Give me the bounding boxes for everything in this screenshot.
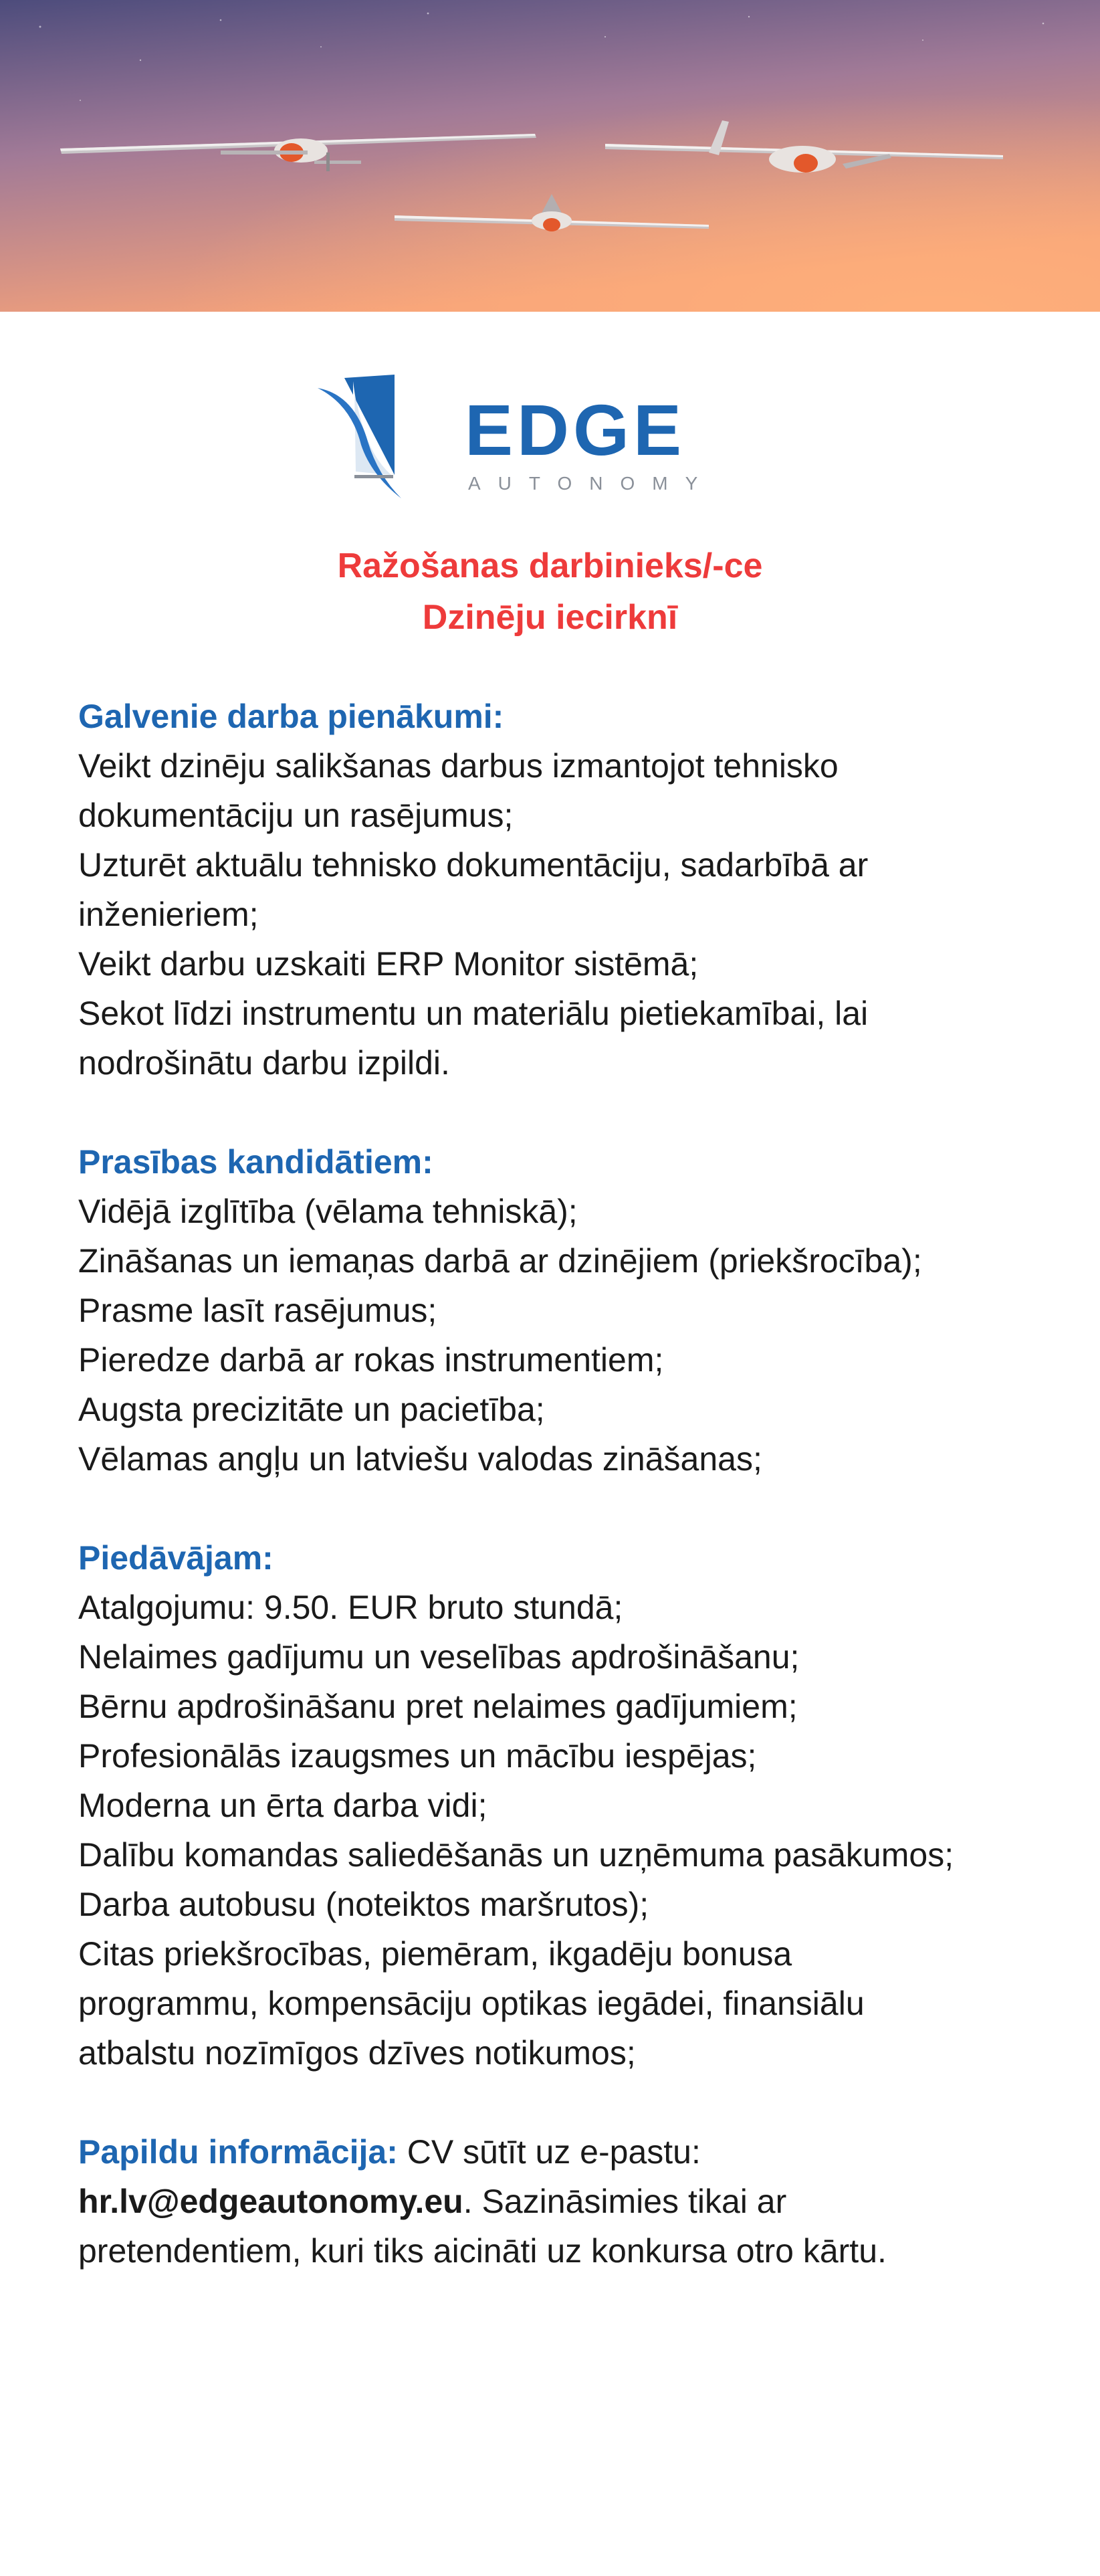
- section-heading: Prasības kandidātiem:: [78, 1143, 433, 1181]
- offer-line: Profesionālās izaugsmes un mācību iespējas;: [78, 1737, 757, 1775]
- logo-graphic: [314, 375, 729, 498]
- offer-line: Dalību komandas saliedēšanās un uzņēmuma pasākumos;: [78, 1836, 954, 1874]
- contact-line: [78, 2177, 1048, 2226]
- contact-line: pretendentiem, kuri tiks aicināti uz konkursa otro kārtu.: [78, 2232, 887, 2270]
- offer-line: Atalgojumu: 9.50. EUR bruto stundā;: [78, 1589, 623, 1626]
- section-duties: [78, 692, 1048, 1088]
- logo-subtitle: AUTONOMY: [468, 473, 716, 494]
- offer-line: Nelaimes gadījumu un veselības apdrošināšanu;: [78, 1638, 800, 1676]
- section-heading: Piedāvājam:: [78, 1539, 273, 1577]
- section-contact: [78, 2127, 1048, 2276]
- hero-image: [0, 0, 1100, 312]
- section-offer: [78, 1533, 1048, 2078]
- offer-line: Darba autobusu (noteiktos maršrutos);: [78, 1886, 649, 1923]
- requirement-line: Pieredze darbā ar rokas instrumentiem;: [78, 1341, 664, 1379]
- duty-line: Sekot līdzi instrumentu un materiālu pietiekamībai, lai: [78, 995, 869, 1032]
- offer-line: Bērnu apdrošināšanu pret nelaimes gadījumiem;: [78, 1688, 798, 1725]
- requirement-line: Augsta precizitāte un pacietība;: [78, 1391, 545, 1428]
- offer-line: Citas priekšrocības, piemēram, ikgadēju bonusa: [78, 1935, 792, 1973]
- offer-line: Moderna un ērta darba vidi;: [78, 1787, 487, 1824]
- requirement-line: Vēlamas angļu un latviešu valodas zināšanas;: [78, 1440, 762, 1478]
- contact-after-email: . Sazināsimies tikai ar: [463, 2183, 787, 2220]
- logo-wordmark: EDGE: [465, 389, 686, 470]
- drones-sunset-illustration: [0, 0, 1100, 312]
- offer-line: atbalstu nozīmīgos dzīves notikumos;: [78, 2034, 636, 2072]
- contact-email-link[interactable]: hr.lv@edgeautonomy.eu: [78, 2183, 463, 2220]
- edge-autonomy-logo: [314, 375, 729, 498]
- duty-line: inženieriem;: [78, 896, 259, 933]
- job-title-line2: Dzinēju iecirknī: [422, 598, 678, 637]
- requirement-line: Zināšanas un iemaņas darbā ar dzinējiem (priekšrocība);: [78, 1242, 922, 1280]
- contact-heading: Papildu informācija:: [78, 2133, 398, 2171]
- contact-line: [78, 2127, 1048, 2177]
- duty-line: dokumentāciju un rasējumus;: [78, 797, 514, 834]
- job-title: [0, 540, 1100, 643]
- contact-intro: CV sūtīt uz e-pastu:: [397, 2133, 701, 2171]
- section-heading: Galvenie darba pienākumi:: [78, 698, 504, 735]
- offer-line: programmu, kompensāciju optikas iegādei, finansiālu: [78, 1985, 865, 2022]
- duty-line: nodrošinātu darbu izpildi.: [78, 1044, 450, 1082]
- job-title-line1: Ražošanas darbinieks/-ce: [337, 547, 763, 585]
- duty-line: Uzturēt aktuālu tehnisko dokumentāciju, sadarbībā ar: [78, 846, 869, 884]
- duty-line: Veikt darbu uzskaiti ERP Monitor sistēmā;: [78, 945, 699, 983]
- section-requirements: [78, 1137, 1048, 1484]
- requirement-line: Vidējā izglītība (vēlama tehniskā);: [78, 1193, 578, 1230]
- job-description: [78, 692, 1048, 2325]
- requirement-line: Prasme lasīt rasējumus;: [78, 1292, 437, 1329]
- duty-line: Veikt dzinēju salikšanas darbus izmantojot tehnisko: [78, 747, 839, 785]
